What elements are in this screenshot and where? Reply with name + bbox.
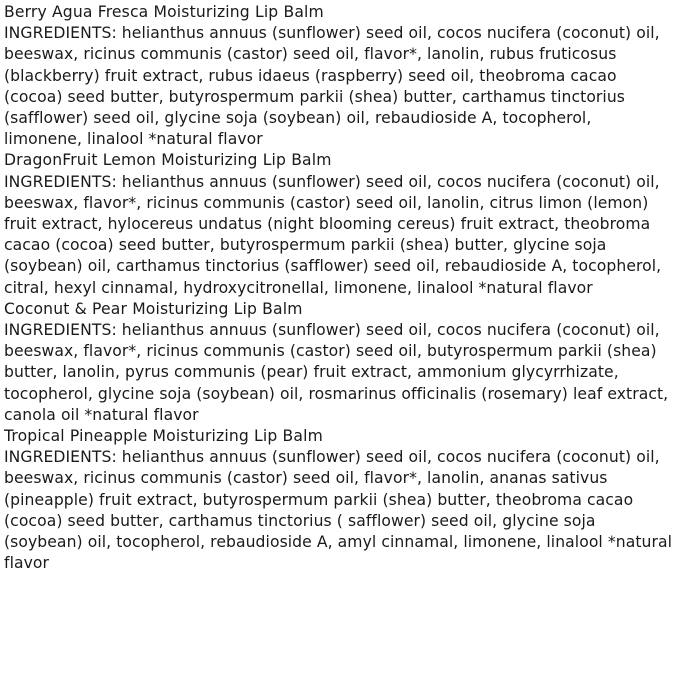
product-name: Tropical Pineapple Moisturizing Lip Balm — [4, 427, 323, 446]
product-ingredients: INGREDIENTS: helianthus annuus (sunflower) seed oil, cocos nucifera (coconut) oil, beeswax, flavor*, ricinus communis (castor) seed oil, lanolin, citrus limon (lemon) fruit extract, hylocereus undatus (night blooming cereus) fruit extract, theobroma cacao (cocoa) seed butter, butyrospermum parkii (shea) butter, glycine soja (soybean) oil, carthamus tinctorius (safflower) seed oil, rebaudioside A, tocopherol, citral, hexyl cinnamal, hydroxycitronellal, limonene, linalool *natural flavor — [4, 172, 662, 297]
product-entry — [4, 426, 673, 574]
product-ingredients: INGREDIENTS: helianthus annuus (sunflower) seed oil, cocos nucifera (coconut) oil, beeswax, ricinus communis (castor) seed oil, flavor*, lanolin, rubus fruticosus (blackberry) fruit extract, rubus idaeus (raspberry) seed oil, theobroma cacao (cocoa) seed butter, butyrospermum parkii (shea) butter, carthamus tinctorius (safflower) seed oil, glycine soja (soybean) oil, rebaudioside A, tocopherol, limonene, linalool *natural flavor — [4, 24, 660, 149]
product-ingredients: INGREDIENTS: helianthus annuus (sunflower) seed oil, cocos nucifera (coconut) oil, beeswax, ricinus communis (castor) seed oil, flavor*, lanolin, ananas sativus (pineapple) fruit extract, butyrospermum parkii (shea) butter, theobroma cacao (cocoa) seed butter, carthamus tinctorius ( safflower) seed oil, glycine soja (soybean) oil, tocopherol, rebaudioside A, amyl cinnamal, limonene, linalool *natural flavor — [4, 448, 673, 573]
product-entry — [4, 150, 673, 298]
product-name: Berry Agua Fresca Moisturizing Lip Balm — [4, 3, 324, 21]
product-entry — [4, 299, 673, 426]
product-name: DragonFruit Lemon Moisturizing Lip Balm — [4, 151, 332, 170]
product-ingredients: INGREDIENTS: helianthus annuus (sunflower) seed oil, cocos nucifera (coconut) oil, beeswax, flavor*, ricinus communis (castor) seed oil, butyrospermum parkii (shea) butter, lanolin, pyrus communis (pear) fruit extract, ammonium glycyrrhizate, tocopherol, glycine soja (soybean) oil, rosmarinus officinalis (rosemary) leaf extract, canola oil *natural flavor — [4, 321, 669, 424]
product-name: Coconut & Pear Moisturizing Lip Balm — [4, 299, 303, 318]
product-entry — [4, 2, 673, 150]
